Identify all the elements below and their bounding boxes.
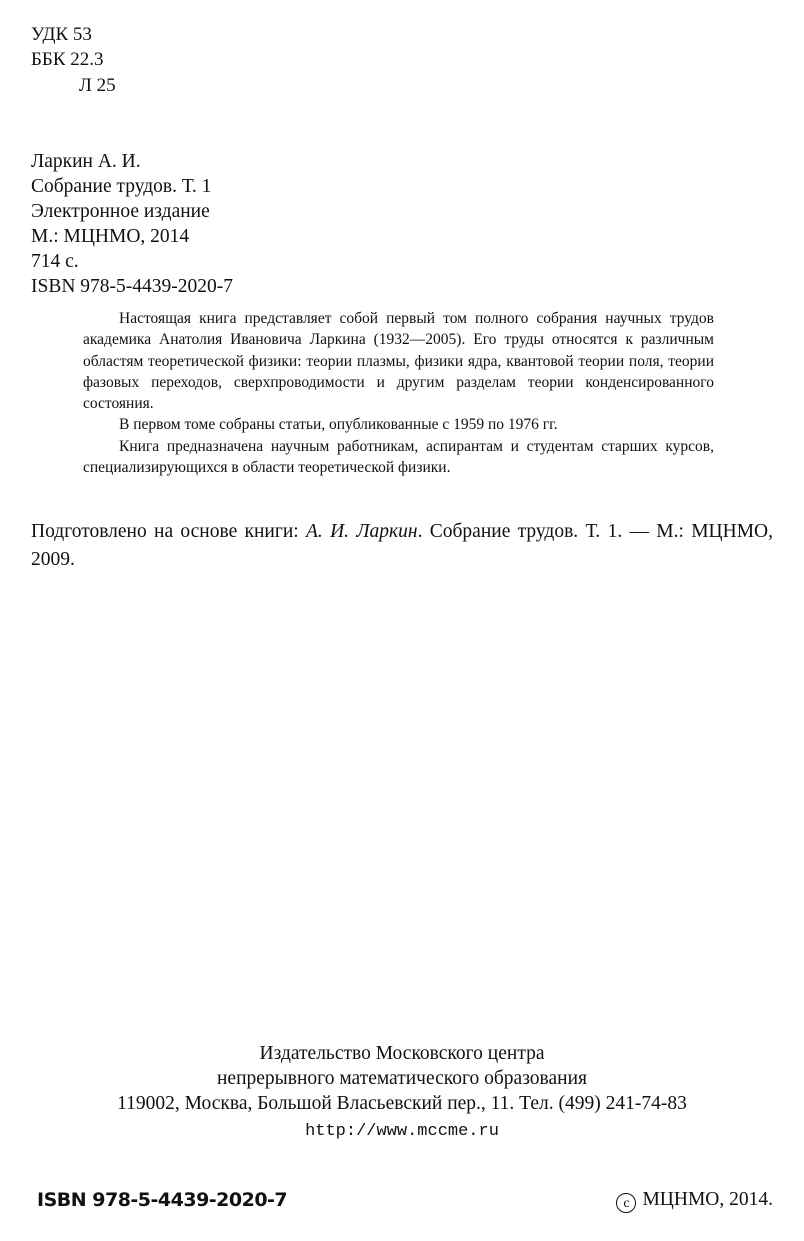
publisher-year: М.: МЦНМО, 2014 bbox=[31, 226, 190, 247]
footer-isbn: ISBN 978-5-4439-2020-7 bbox=[37, 1189, 288, 1211]
abstract-paragraph: Книга предназначена научным работникам, аспирантам и студентам старших курсов, специализирующихся в области теоретической физики. bbox=[83, 437, 714, 477]
prepared-suffix: . Собрание трудов. Т. 1. — М.: МЦНМО, 2009. bbox=[31, 521, 773, 570]
publisher-url-line bbox=[0, 1117, 804, 1144]
book-author: Ларкин А. И. bbox=[31, 151, 141, 172]
prepared-prefix: Подготовлено на основе книги: bbox=[31, 521, 306, 542]
copyright-text: МЦНМО, 2014. bbox=[642, 1189, 773, 1210]
page-count: 714 с. bbox=[31, 251, 79, 272]
udk-code: УДК 53 bbox=[31, 24, 92, 45]
bbk-code: ББК 22.3 bbox=[31, 49, 104, 70]
publisher-url-link[interactable]: http://www.mccme.ru bbox=[305, 1122, 499, 1141]
prepared-note bbox=[31, 518, 773, 574]
edition-note: Электронное издание bbox=[31, 201, 210, 222]
author-mark: Л 25 bbox=[79, 75, 116, 96]
copyright-notice bbox=[616, 1189, 773, 1213]
copyright-icon: c bbox=[616, 1193, 636, 1213]
isbn-line: ISBN 978-5-4439-2020-7 bbox=[31, 276, 234, 297]
book-title: Собрание трудов. Т. 1 bbox=[31, 176, 212, 197]
abstract-paragraph: Настоящая книга представляет собой первый том полного собрания научных трудов академика Анатолия Ивановича Ларкина (1932—2005). Его труды относятся к различным областям теоретической физики: теории плазмы, физики ядра, квантовой теории поля, теории фазовых переходов, сверхпроводимости и другим разделам теории конденсированного состояния. bbox=[83, 310, 714, 413]
publisher-name: Издательство Московского центра bbox=[259, 1043, 545, 1064]
prepared-author: А. И. Ларкин bbox=[306, 521, 418, 542]
publisher-subtitle: непрерывного математического образования bbox=[217, 1068, 587, 1089]
publisher-address: 119002, Москва, Большой Власьевский пер., 11. Тел. (499) 241-74-83 bbox=[117, 1093, 687, 1114]
abstract bbox=[83, 308, 714, 478]
abstract-paragraph: В первом томе собраны статьи, опубликованные с 1959 по 1976 гг. bbox=[119, 416, 558, 434]
